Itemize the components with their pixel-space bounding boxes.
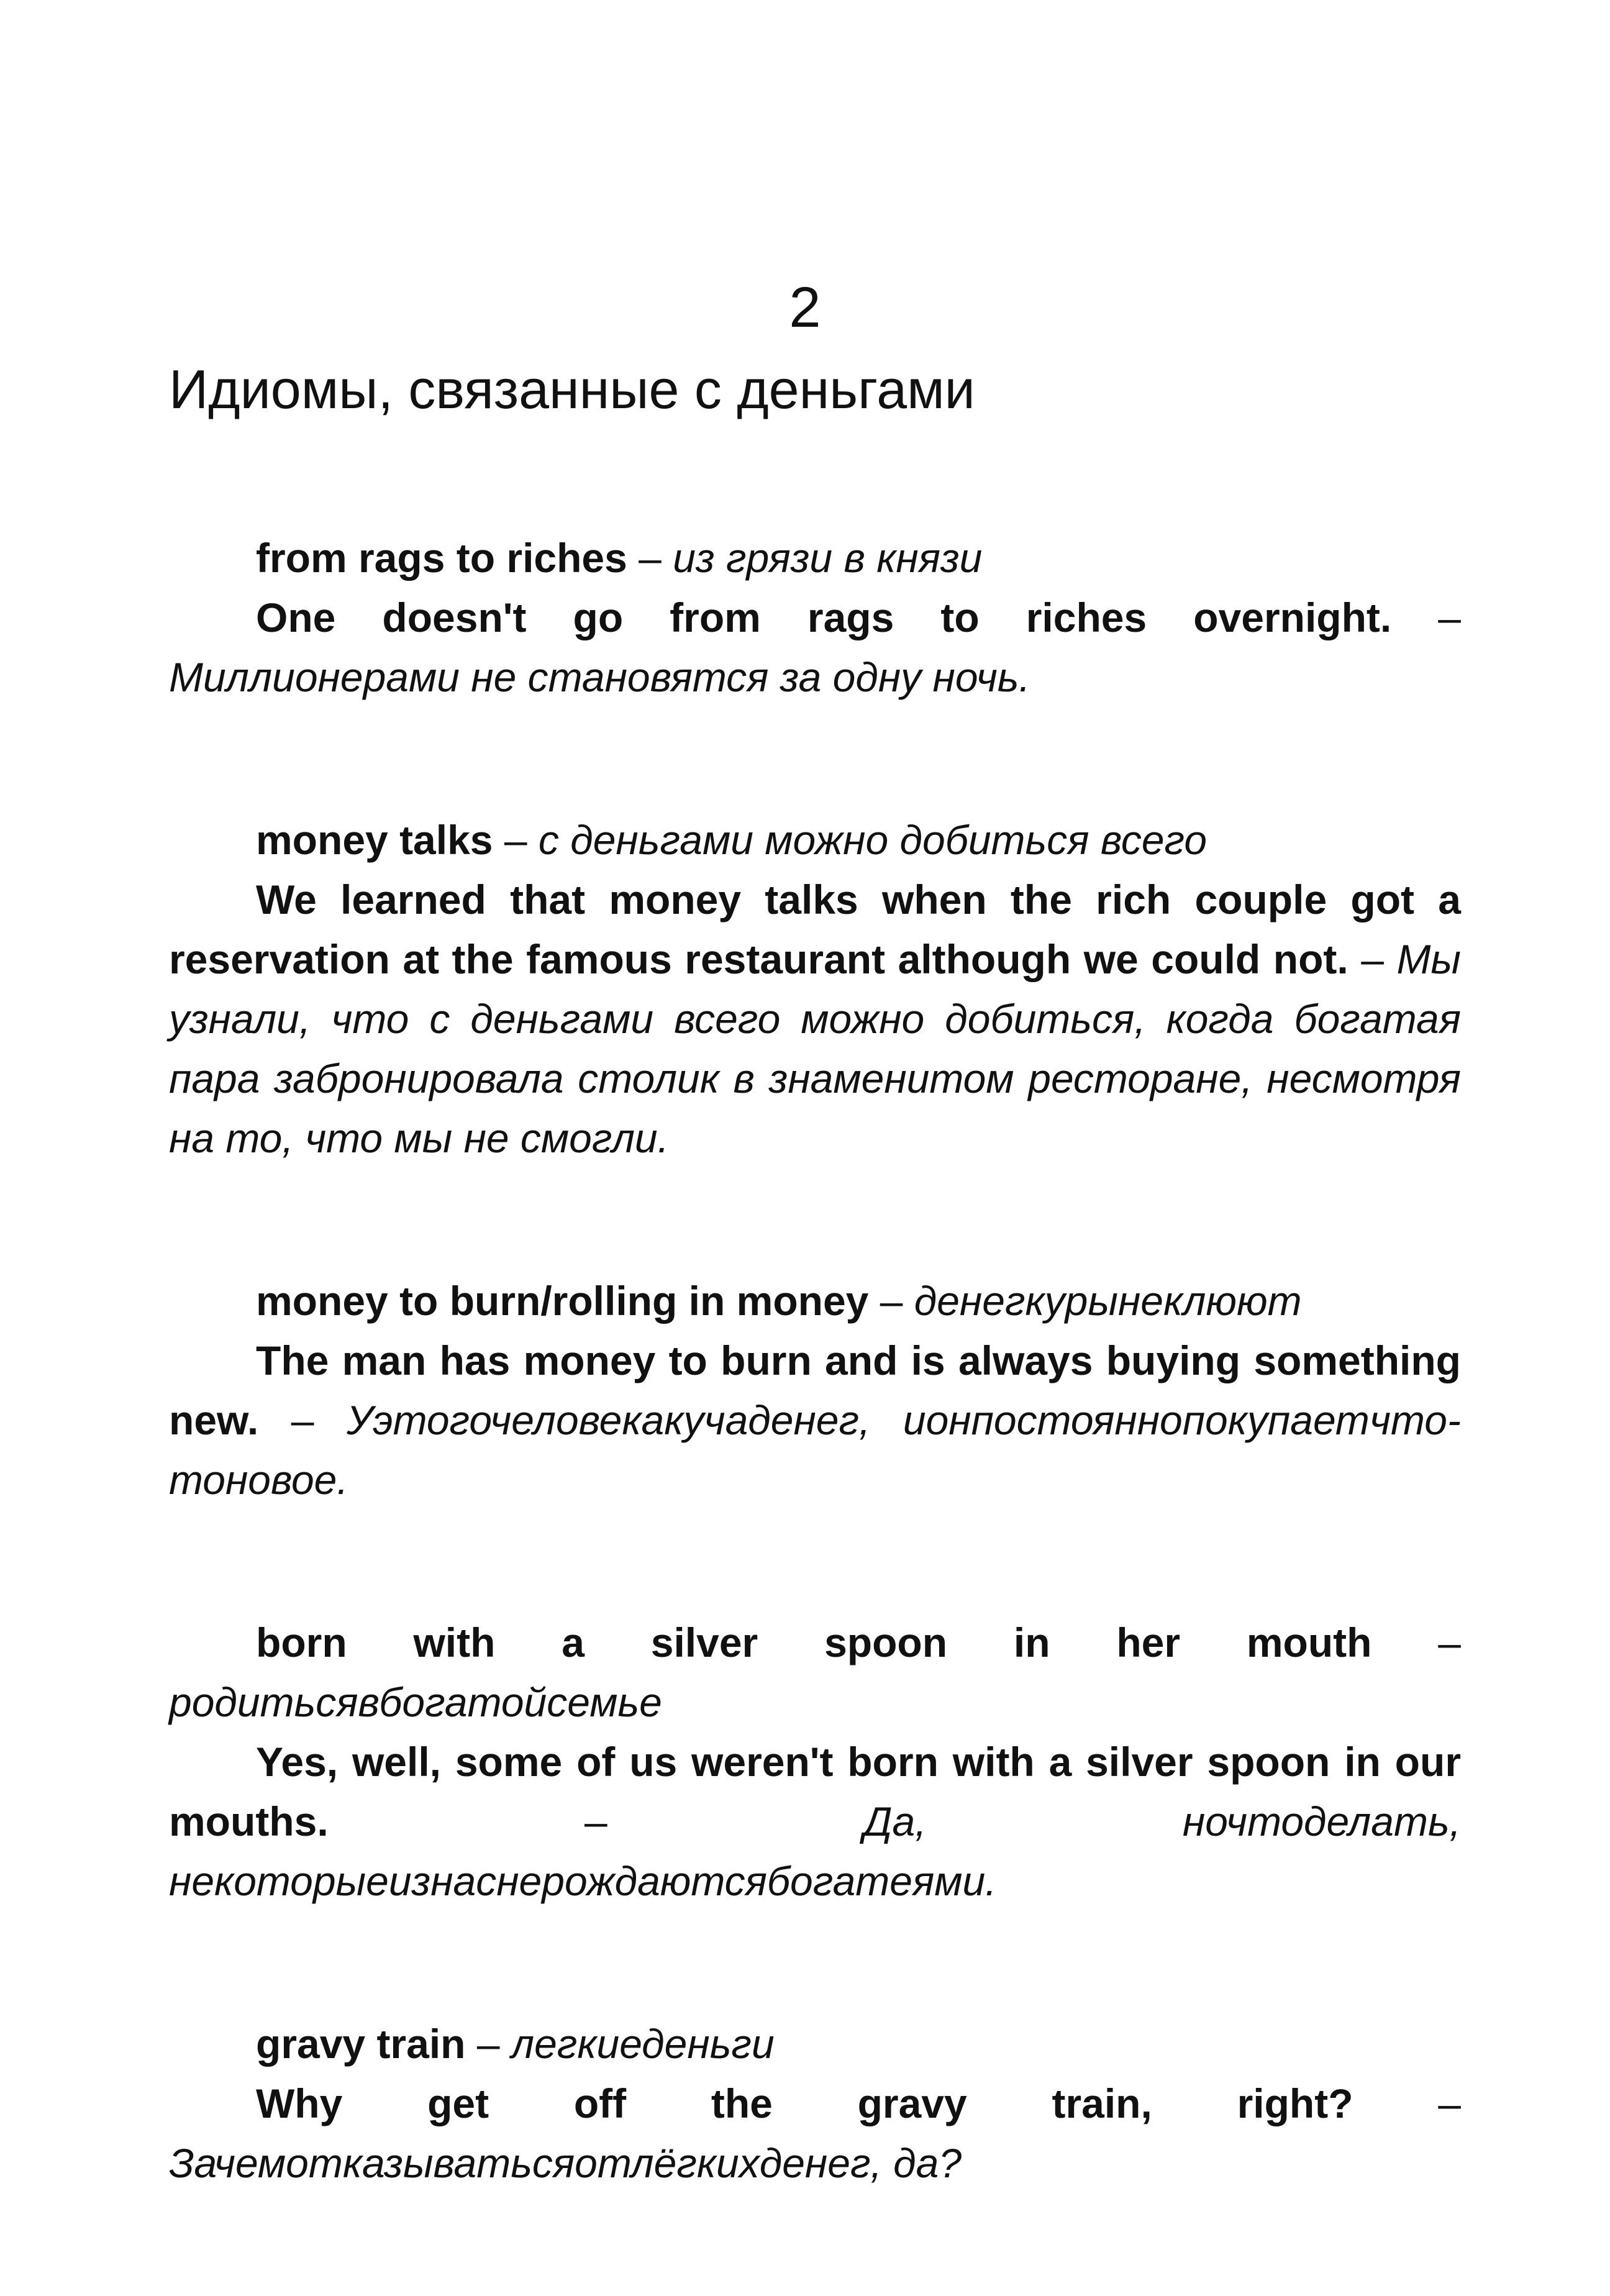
idiom-translation: с деньгами можно добиться всего xyxy=(538,817,1208,863)
dash: – xyxy=(868,1278,914,1324)
example-sentence: Why get off the gravy train, right? xyxy=(256,2080,1353,2126)
example-line xyxy=(169,2074,1461,2193)
idiom-line xyxy=(169,810,1461,870)
dash: – xyxy=(328,1798,864,1844)
idiom-translation: родитьсявбогатойсемье xyxy=(169,1679,662,1725)
example-sentence: Yes, well, some of us weren't born with a silver spoon in our mouths. xyxy=(169,1739,1461,1844)
idiom-translation: легкиеденьги xyxy=(511,2021,775,2067)
idiom-line xyxy=(169,1271,1461,1331)
idiom-translation: из грязи в князи xyxy=(673,535,983,581)
dash: – xyxy=(1371,1620,1461,1665)
example-line xyxy=(169,1331,1461,1510)
example-translation: Миллионерами не становятся за одну ночь. xyxy=(169,654,1030,700)
idiom-term: money talks xyxy=(256,817,493,863)
dash: – xyxy=(1391,594,1461,640)
dash: – xyxy=(465,2021,511,2067)
idiom-term: gravy train xyxy=(256,2021,466,2067)
example-sentence: One doesn't go from rags to riches overnight. xyxy=(256,594,1392,640)
idiom-entry xyxy=(169,1613,1461,1911)
example-line xyxy=(169,588,1461,707)
example-translation: Мы узнали, что с деньгами всего можно добиться, когда богатая пара забронировала столик в знаменитом ресторане, несмотря на то, что мы не смогли. xyxy=(169,936,1461,1161)
idiom-list xyxy=(169,528,1461,2296)
idiom-entry xyxy=(169,810,1461,1168)
example-translation: Уэтогочеловекакучаденег, ионпостояннопокупаетчто-тоновое. xyxy=(169,1397,1461,1503)
idiom-entry xyxy=(169,1271,1461,1510)
idiom-term: from rags to riches xyxy=(256,535,627,581)
idiom-term: money to burn/rolling in money xyxy=(256,1278,869,1324)
example-translation: Да, ночтоделать, некоторыеизнаснерождаютсябогатеями. xyxy=(169,1798,1461,1904)
example-sentence: The man has money to burn and is always buying something new. xyxy=(169,1337,1461,1443)
idiom-line xyxy=(169,2014,1461,2074)
idiom-entry xyxy=(169,528,1461,707)
example-sentence: We learned that money talks when the rich couple got a reservation at the famous restaurant although we could not. xyxy=(169,877,1461,982)
example-line xyxy=(169,1732,1461,1911)
dash: – xyxy=(1348,936,1397,982)
example-line xyxy=(169,870,1461,1168)
idiom-line xyxy=(169,1613,1461,1732)
dash: – xyxy=(258,1397,347,1443)
dash: – xyxy=(627,535,673,581)
example-translation: Зачемотказыватьсяотлёгкихденег, да? xyxy=(169,2140,962,2186)
page-number: 2 xyxy=(789,276,821,339)
dash: – xyxy=(493,817,539,863)
dash: – xyxy=(1353,2080,1461,2126)
idiom-entry xyxy=(169,2014,1461,2193)
idiom-translation: денегкурынеклюют xyxy=(914,1278,1302,1324)
chapter-title: Идиомы, связанные с деньгами xyxy=(169,358,975,420)
idiom-line xyxy=(169,528,1461,588)
idiom-term: born with a silver spoon in her mouth xyxy=(256,1620,1372,1665)
